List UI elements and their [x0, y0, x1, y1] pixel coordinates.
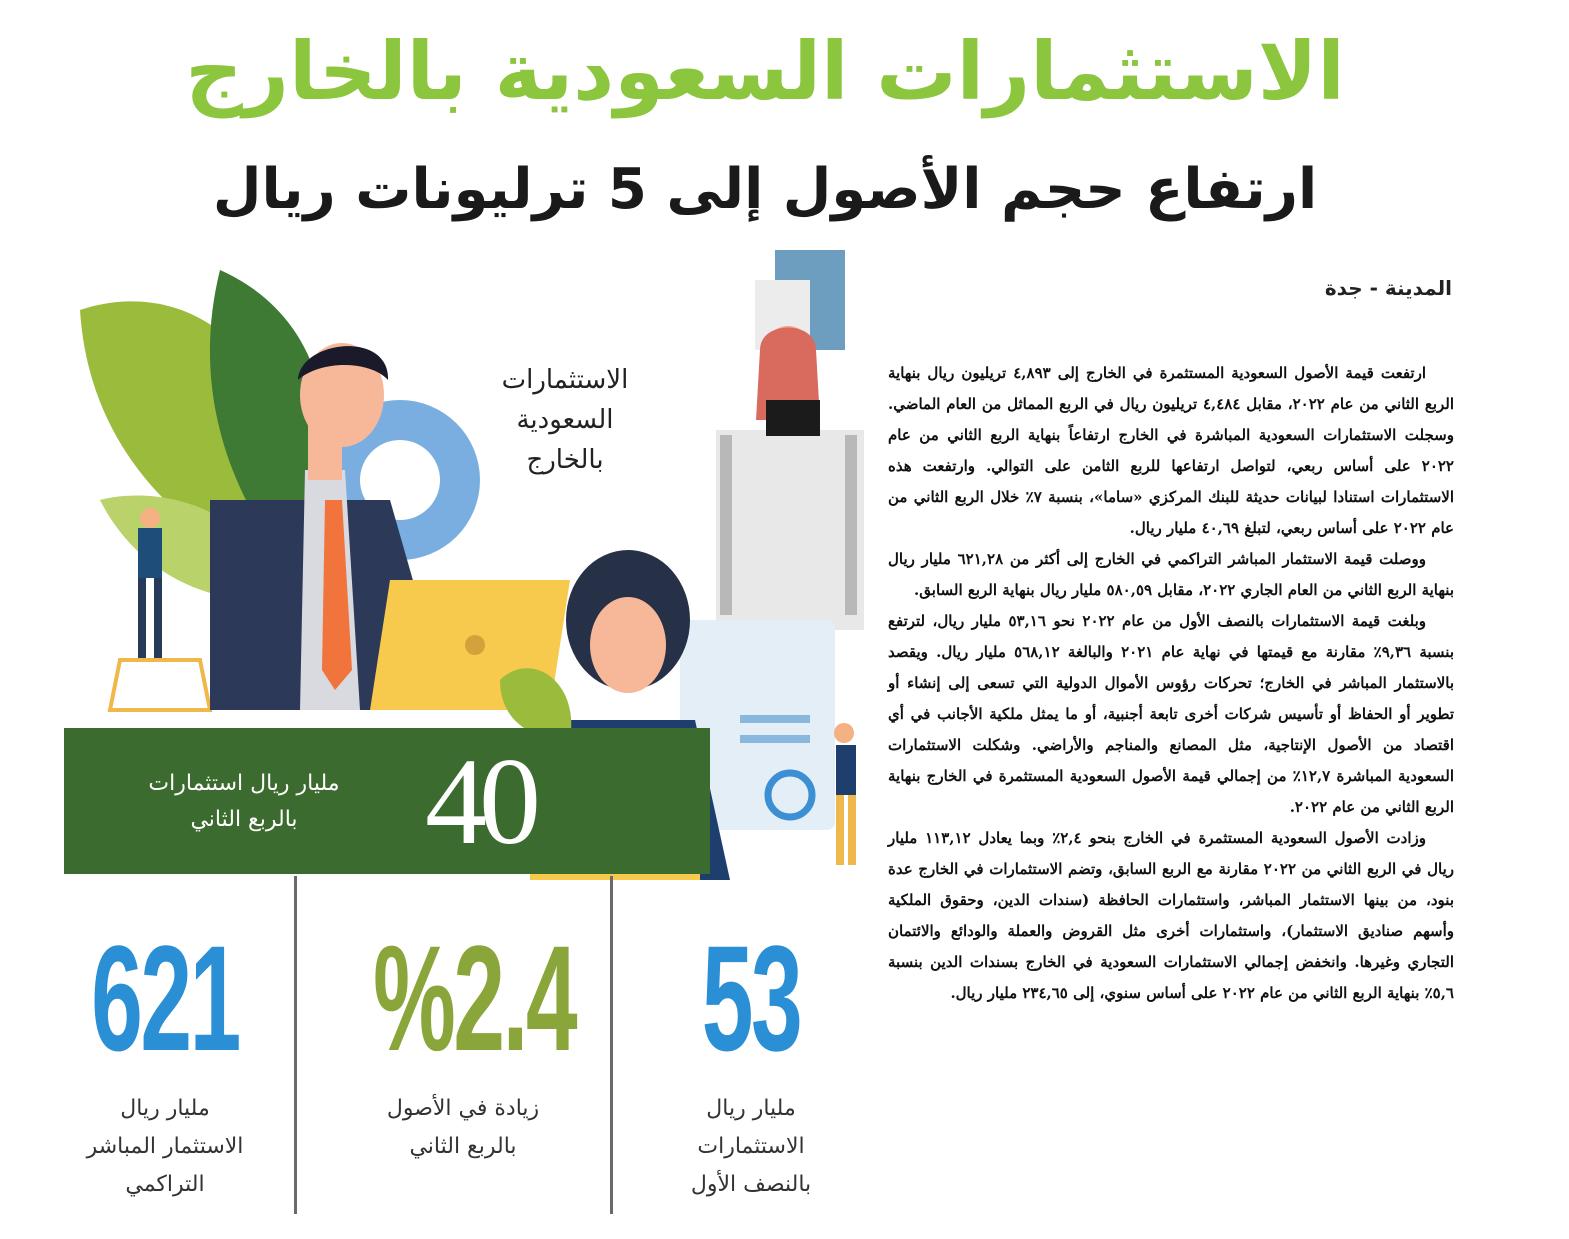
article-paragraph: ووصلت قيمة الاستثمار المباشر التراكمي في الخارج إلى أكثر من ٦٢١,٢٨ مليار ريال بنهاية الربع الثاني من العام الجاري ٢٠٢٢، مقابل ٥٨٠,٥٩ مليار ريال بنهاية الربع السابق.: [888, 550, 1454, 599]
article-paragraph: وزادت الأصول السعودية المستثمرة في الخارج بنحو ٢,٤٪ وبما يعادل ١١٣,١٢ مليار ريال في الربع الثاني من ٢٠٢٢ مقارنة مع الربع السابق، وتضم الاستثمارات في الخارج عدة بنود، من بينها الاستثمار المباشر، واستثمارات الحافظة (سندات الدين، وحقوق الملكية وأسهم صناديق الاستثمار)، واستثمارات أخرى مثل القروض والعملة والودائع والائتمان التجاري وغيرها. وانخفض إجمالي الاستثمارات السعودية في الخارج بسندات الدين بنسبة ٥,٦٪ بنهاية الربع الثاني من عام ٢٠٢٢ على أساس سنوي، إلى ٢٣٤,٦٥ مليار ريال.: [888, 829, 1455, 1002]
banner-caption: مليار ريال استثمارات بالربع الثاني: [148, 771, 340, 832]
stat-asset-increase: [318, 880, 608, 1220]
stat-caption: مليار ريال الاستثمارات بالنصف الأول: [690, 1096, 812, 1197]
stat-cumulative-investment: [20, 880, 310, 1220]
dateline: المدينة - جدة: [1324, 276, 1452, 300]
stat-number: 53: [701, 914, 801, 1082]
highlight-banner: [64, 728, 710, 874]
subtitle: ارتفاع حجم الأصول إلى 5 ترليونات ريال: [212, 157, 1318, 222]
article-body: [888, 358, 1454, 1009]
stat-caption: مليار ريال الاستثمار المباشر التراكمي: [86, 1096, 244, 1197]
stat-number: 621: [91, 914, 239, 1082]
article-paragraph: ارتفعت قيمة الأصول السعودية المستثمرة في الخارج إلى ٤,٨٩٣ تريليون ريال بنهاية الربع الثاني من عام ٢٠٢٢، مقابل ٤,٤٨٤ تريليون ريال في الربع المماثل من العام الماضي. وسجلت الاستثمارات السعودية المباشرة في الخارج ارتفاعاً بنهاية الربع الثاني من عام ٢٠٢٢ على أساس ربعي، لتواصل ارتفاعها للربع الثامن على التوالي. وارتفعت هذه الاستثمارات استنادا لبيانات حديثة للبنك المركزي «ساما»، بنسبة ٧٪ خلال الربع الثاني من عام ٢٠٢٢ على أساس ربعي، لتبلغ ٤٠,٦٩ مليار ريال.: [888, 364, 1455, 537]
stat-first-half-investment: [606, 880, 896, 1220]
article-paragraph: وبلغت قيمة الاستثمارات بالنصف الأول من عام ٢٠٢٢ نحو ٥٣,١٦ مليار ريال، لترتفع بنسبة ٩,٣٦٪ مقارنة مع قيمتها في نهاية عام ٢٠٢١ والبالغة ٥٦٨,١٢ مليار ريال. ويقصد بالاستثمار المباشر في الخارج؛ تحركات رؤوس الأموال الدولية التي تسعى إلى إنشاء أو تطوير أو الحفاظ أو تأسيس شركات أخرى تابعة أجنبية، أو ما يمثل ملكية الأجانب في أي اقتصاد من الأصول الإنتاجية، مثل المصانع والمناجم والأراضي. وشكلت الاستثمارات السعودية المباشرة ١٢,٧٪ من إجمالي قيمة الأصول السعودية المستثمرة في الخارج بنهاية الربع الثاني من عام ٢٠٢٢.: [888, 612, 1455, 816]
main-title: الاستثمارات السعودية بالخارج: [185, 25, 1345, 118]
stat-caption: زيادة في الأصول بالربع الثاني: [386, 1096, 540, 1159]
banner-number: 40: [425, 733, 533, 870]
stat-number: %2.4: [373, 914, 576, 1082]
illustration-label: الاستثمارات السعودية بالخارج: [501, 365, 629, 475]
